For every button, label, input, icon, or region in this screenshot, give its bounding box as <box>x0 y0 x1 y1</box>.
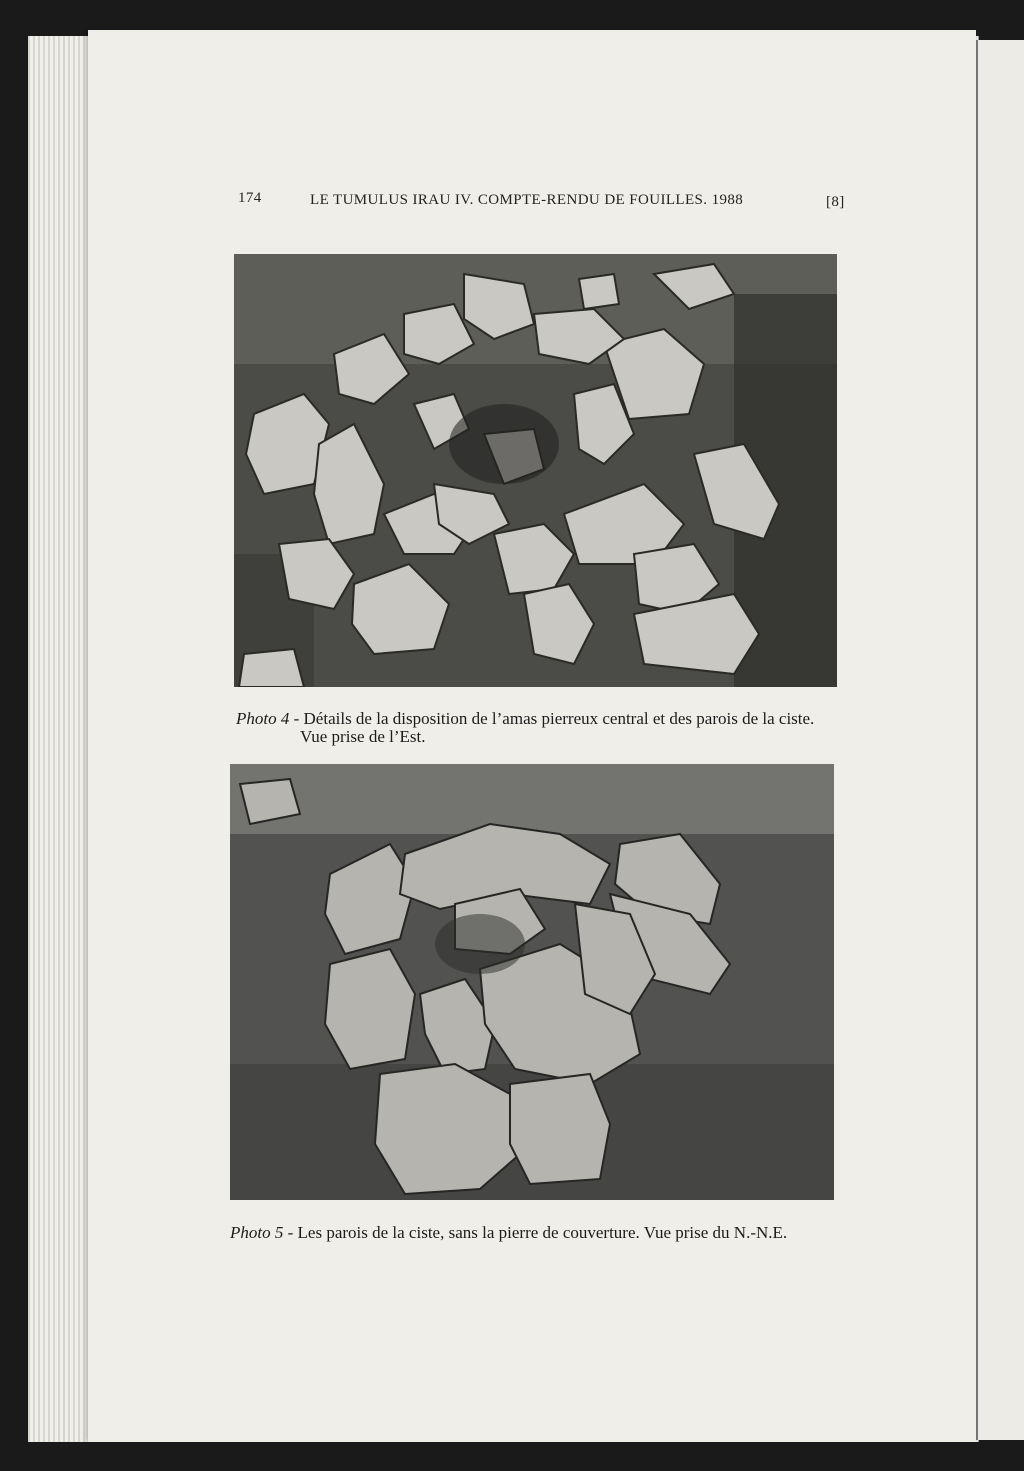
photo-4-caption-line2: Vue prise de l’Est. <box>300 727 426 746</box>
photo-5-stone-cist-nne-view <box>230 764 834 1200</box>
photo-4-stone-cist-east-view <box>234 254 837 687</box>
photo-4-caption <box>236 710 846 746</box>
page-number: 174 <box>238 190 262 206</box>
photo-5-caption-line1: Les parois de la ciste, sans la pierre de couverture. Vue prise du N.-N.E. <box>297 1223 788 1242</box>
photo-4-caption-line1: Détails de la disposition de l’amas pierreux central et des parois de la ciste. <box>303 709 815 728</box>
photo-5-label: Photo 5 - <box>230 1223 294 1242</box>
facing-page <box>976 40 1024 1440</box>
photo-4-image <box>234 254 837 687</box>
running-title: LE TUMULUS IRAU IV. COMPTE-RENDU DE FOUILLES. 1988 <box>310 192 744 208</box>
running-header <box>238 190 848 214</box>
photo-5-caption <box>230 1224 850 1242</box>
section-number: [8] <box>826 194 845 210</box>
photo-4-label: Photo 4 - <box>236 709 300 728</box>
book-page <box>88 30 976 1442</box>
photo-5-image <box>230 764 834 1200</box>
